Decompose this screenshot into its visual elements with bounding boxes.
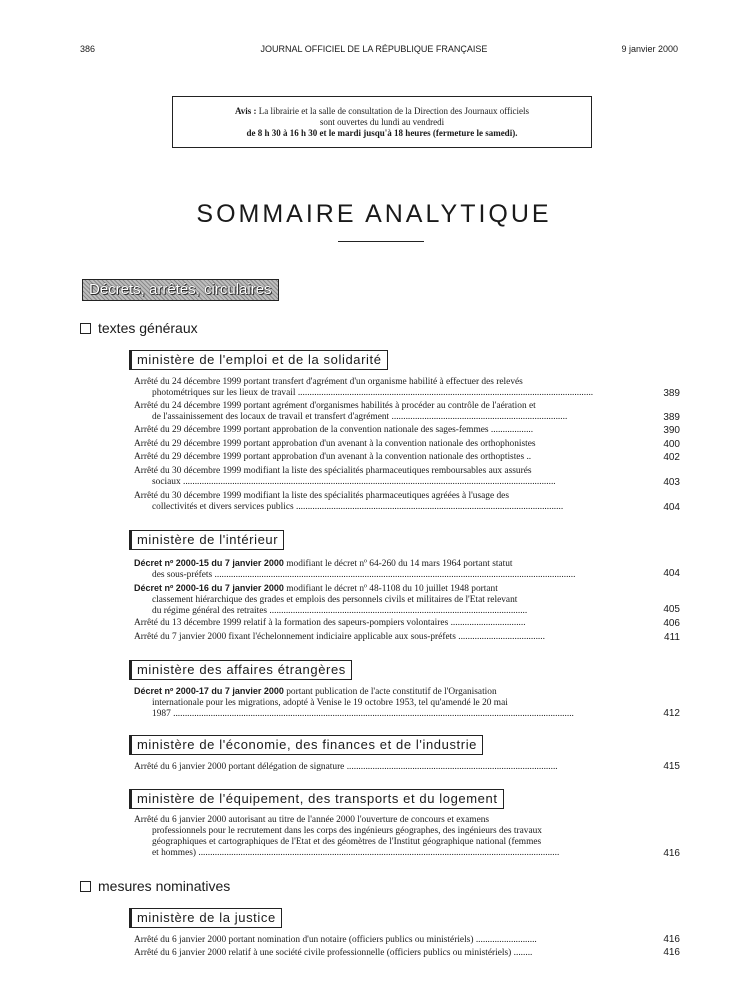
entry-1: Arrêté du 24 décembre 1999 portant agrément d'organismes habilités à procéder au contrôle de l'aération et de l'assainissement des locaux de travail et transfert d'agrément ...........................................................................	[134, 401, 628, 423]
page-ref: 404	[663, 568, 680, 579]
entry-2: Arrêté du 29 décembre 1999 portant approbation de la convention nationale des sages-femmes ..................	[134, 425, 534, 435]
page-ref: 400	[663, 439, 680, 450]
issue-date: 9 janvier 2000	[621, 44, 678, 54]
entry-line: de l'assainissement des locaux de travail et transfert d'agrément	[152, 412, 390, 422]
checkbox-square-icon	[80, 323, 91, 334]
entry-14: Arrêté du 6 janvier 2000 portant nomination d'un notaire (officiers publics ou ministériels) ..........................	[134, 935, 537, 945]
page-ref: 416	[663, 848, 680, 859]
category-label: textes généraux	[98, 320, 198, 336]
entry-line: Arrêté du 24 décembre 1999 portant transfert d'agrément d'un organisme habilité à effectuer des relevés	[134, 377, 523, 387]
category-label: mesures nominatives	[98, 878, 231, 894]
entry-line: Arrêté du 6 janvier 2000 portant délégation de signature	[134, 762, 345, 772]
entry-10: Arrêté du 7 janvier 2000 fixant l'échelonnement indiciaire applicable aux sous-préfets .....................................	[134, 632, 545, 642]
journal-title: JOURNAL OFFICIEL DE LA RÉPUBLIQUE FRANÇAISE	[260, 44, 488, 54]
entry-bold: Décret nº 2000-15 du 7 janvier 2000	[134, 558, 284, 568]
entry-15	[134, 948, 628, 959]
ministry-affaires-etrangeres: ministère des affaires étrangères	[131, 660, 352, 680]
entry-9: Arrêté du 13 décembre 1999 relatif à la formation des sapeurs-pompiers volontaires ................................	[134, 618, 526, 628]
entry-line: Arrêté du 30 décembre 1999 modifiant la liste des spécialités pharmaceutiques remboursables aux assurés	[134, 466, 532, 476]
entry-line: Arrêté du 29 décembre 1999 portant approbation d'un avenant à la convention nationale des orthoptistes ..	[134, 452, 532, 462]
avis-label: Avis :	[234, 106, 257, 116]
entry-line: collectivités et divers services publics	[152, 502, 294, 512]
page-ref: 416	[663, 947, 680, 958]
page-ref: 405	[663, 604, 680, 615]
page-ref: 403	[663, 477, 680, 488]
entry-line: géographiques et cartographiques de l'Etat et des géomètres de l'Institut géographique national (femmes	[152, 837, 542, 847]
page-ref: 412	[663, 708, 680, 719]
category-nominatives	[80, 878, 230, 894]
ministry-interieur: ministère de l'intérieur	[131, 530, 284, 550]
entry-line: classement hiérarchique des grades et emplois des personnels civils et militaires de l'Etat relevant	[152, 595, 518, 605]
entry-11: Décret nº 2000-17 du 7 janvier 2000 portant publication de l'acte constitutif de l'Organisation internationale pour les migrations, adopté à Venise le 19 octobre 1953, tel qu'amendé le 20 mai 1987 ...........................................................................................................................................................................	[134, 686, 628, 720]
entry-line: Arrêté du 6 janvier 2000 portant nomination d'un notaire (officiers publics ou ministériels)	[134, 935, 474, 945]
page-ref: 389	[663, 388, 680, 399]
entry-line: et hommes)	[152, 848, 197, 858]
entry-line: Arrêté du 6 janvier 2000 autorisant au titre de l'année 2000 l'ouverture de concours et examens	[134, 815, 490, 825]
page-ref: 411	[664, 632, 680, 643]
page-ref: 402	[663, 452, 680, 463]
title-rule	[338, 241, 424, 242]
page-ref: 390	[663, 425, 680, 436]
entry-4	[134, 452, 628, 463]
page-number: 386	[80, 44, 96, 54]
entry-line: Arrêté du 29 décembre 1999 portant approbation d'un avenant à la convention nationale des orthophonistes	[134, 439, 536, 449]
ministry-equipement: ministère de l'équipement, des transports et du logement	[131, 789, 504, 809]
entry-line: portant publication de l'acte constitutif de l'Organisation	[283, 687, 497, 697]
entry-13: Arrêté du 6 janvier 2000 autorisant au titre de l'année 2000 l'ouverture de concours et examens professionnels pour le recrutement dans les corps des ingénieurs géographes, des ingénieurs des travaux géographiques et cartographiques de l'Etat et des géomètres de l'Institut géographique national (femmes et hommes) ..........................................................................................................................................................	[134, 815, 628, 859]
entry-line: Arrêté du 24 décembre 1999 portant agrément d'organismes habilités à procéder au contrôle de l'aération et	[134, 401, 536, 411]
page-ref: 416	[663, 934, 680, 945]
page-ref: 415	[663, 761, 680, 772]
entry-line: Arrêté du 7 janvier 2000 fixant l'échelonnement indiciaire applicable aux sous-préfets	[134, 632, 456, 642]
entry-line: photométriques sur les lieux de travail	[152, 388, 296, 398]
page-ref: 406	[663, 618, 680, 629]
ministry-economie: ministère de l'économie, des finances et de l'industrie	[131, 735, 483, 755]
entry-5: Arrêté du 30 décembre 1999 modifiant la liste des spécialités pharmaceutiques remboursables aux assurés sociaux ...............................................................................................................................................................	[134, 466, 628, 488]
entry-6: Arrêté du 30 décembre 1999 modifiant la liste des spécialités pharmaceutiques agréées à l'usage des collectivités et divers services publics ..................................................................................................................	[134, 491, 628, 513]
page-title: SOMMAIRE ANALYTIQUE	[196, 200, 552, 228]
entry-line: internationale pour les migrations, adopté à Venise le 19 octobre 1953, tel qu'amendé le 20 mai	[152, 698, 508, 708]
avis-line1: La librairie et la salle de consultation de la Direction des Journaux officiels	[256, 106, 530, 116]
entry-line: modifiant le décret nº 48-1108 du 10 juillet 1948 portant	[283, 584, 498, 594]
page-ref: 404	[663, 502, 680, 513]
category-general	[80, 320, 198, 336]
entry-8: Décret nº 2000-16 du 7 janvier 2000 modifiant le décret nº 48-1108 du 10 juillet 1948 portant classement hiérarchique des grades et emplois des personnels civils et militaires de l'Etat relevant du régime général des retraites ..............................................................................................................	[134, 583, 628, 617]
entry-line: sociaux	[152, 477, 181, 487]
checkbox-square-icon	[80, 881, 91, 892]
ministry-justice: ministère de la justice	[131, 908, 282, 928]
entry-line: Arrêté du 29 décembre 1999 portant approbation de la convention nationale des sages-femmes	[134, 425, 489, 435]
entry-3	[134, 439, 628, 450]
entry-bold: Décret nº 2000-17 du 7 janvier 2000	[134, 686, 284, 696]
avis-box	[172, 96, 592, 148]
entry-0: Arrêté du 24 décembre 1999 portant transfert d'agrément d'un organisme habilité à effectuer des relevés photométriques sur les lieux de travail ..............................................................................................................................	[134, 377, 628, 399]
entry-12: Arrêté du 6 janvier 2000 portant délégation de signature ..........................................................................................	[134, 762, 558, 772]
entry-7: Décret nº 2000-15 du 7 janvier 2000 modifiant le décret nº 64-260 du 14 mars 1964 portant statut des sous-préfets ..........................................................................................................................................................	[134, 558, 576, 580]
ministry-emploi: ministère de l'emploi et de la solidarité	[131, 350, 388, 370]
entry-line: 1987	[152, 709, 171, 719]
entry-line: Arrêté du 13 décembre 1999 relatif à la formation des sapeurs-pompiers volontaires	[134, 618, 449, 628]
entry-line: des sous-préfets	[152, 570, 213, 580]
avis-line2: sont ouvertes du lundi au vendredi	[319, 117, 445, 127]
avis-line3: de 8 h 30 à 16 h 30 et le mardi jusqu'à 18 heures (fermeture le samedi).	[246, 128, 518, 138]
entry-line: Arrêté du 6 janvier 2000 relatif à une société civile professionnelle (officiers publics ou ministériels) ........	[134, 948, 533, 958]
page-ref: 389	[663, 412, 680, 423]
entry-line: modifiant le décret nº 64-260 du 14 mars 1964 portant statut	[283, 559, 513, 569]
section-banner: Décrets, arrêtés, circulaires	[82, 279, 279, 301]
entry-line: Arrêté du 30 décembre 1999 modifiant la liste des spécialités pharmaceutiques agréées à l'usage des	[134, 491, 509, 501]
entry-bold: Décret nº 2000-16 du 7 janvier 2000	[134, 583, 284, 593]
entry-line: du régime général des retraites	[152, 606, 268, 616]
entry-line: professionnels pour le recrutement dans les corps des ingénieurs géographes, des ingénieurs des travaux	[152, 826, 542, 836]
